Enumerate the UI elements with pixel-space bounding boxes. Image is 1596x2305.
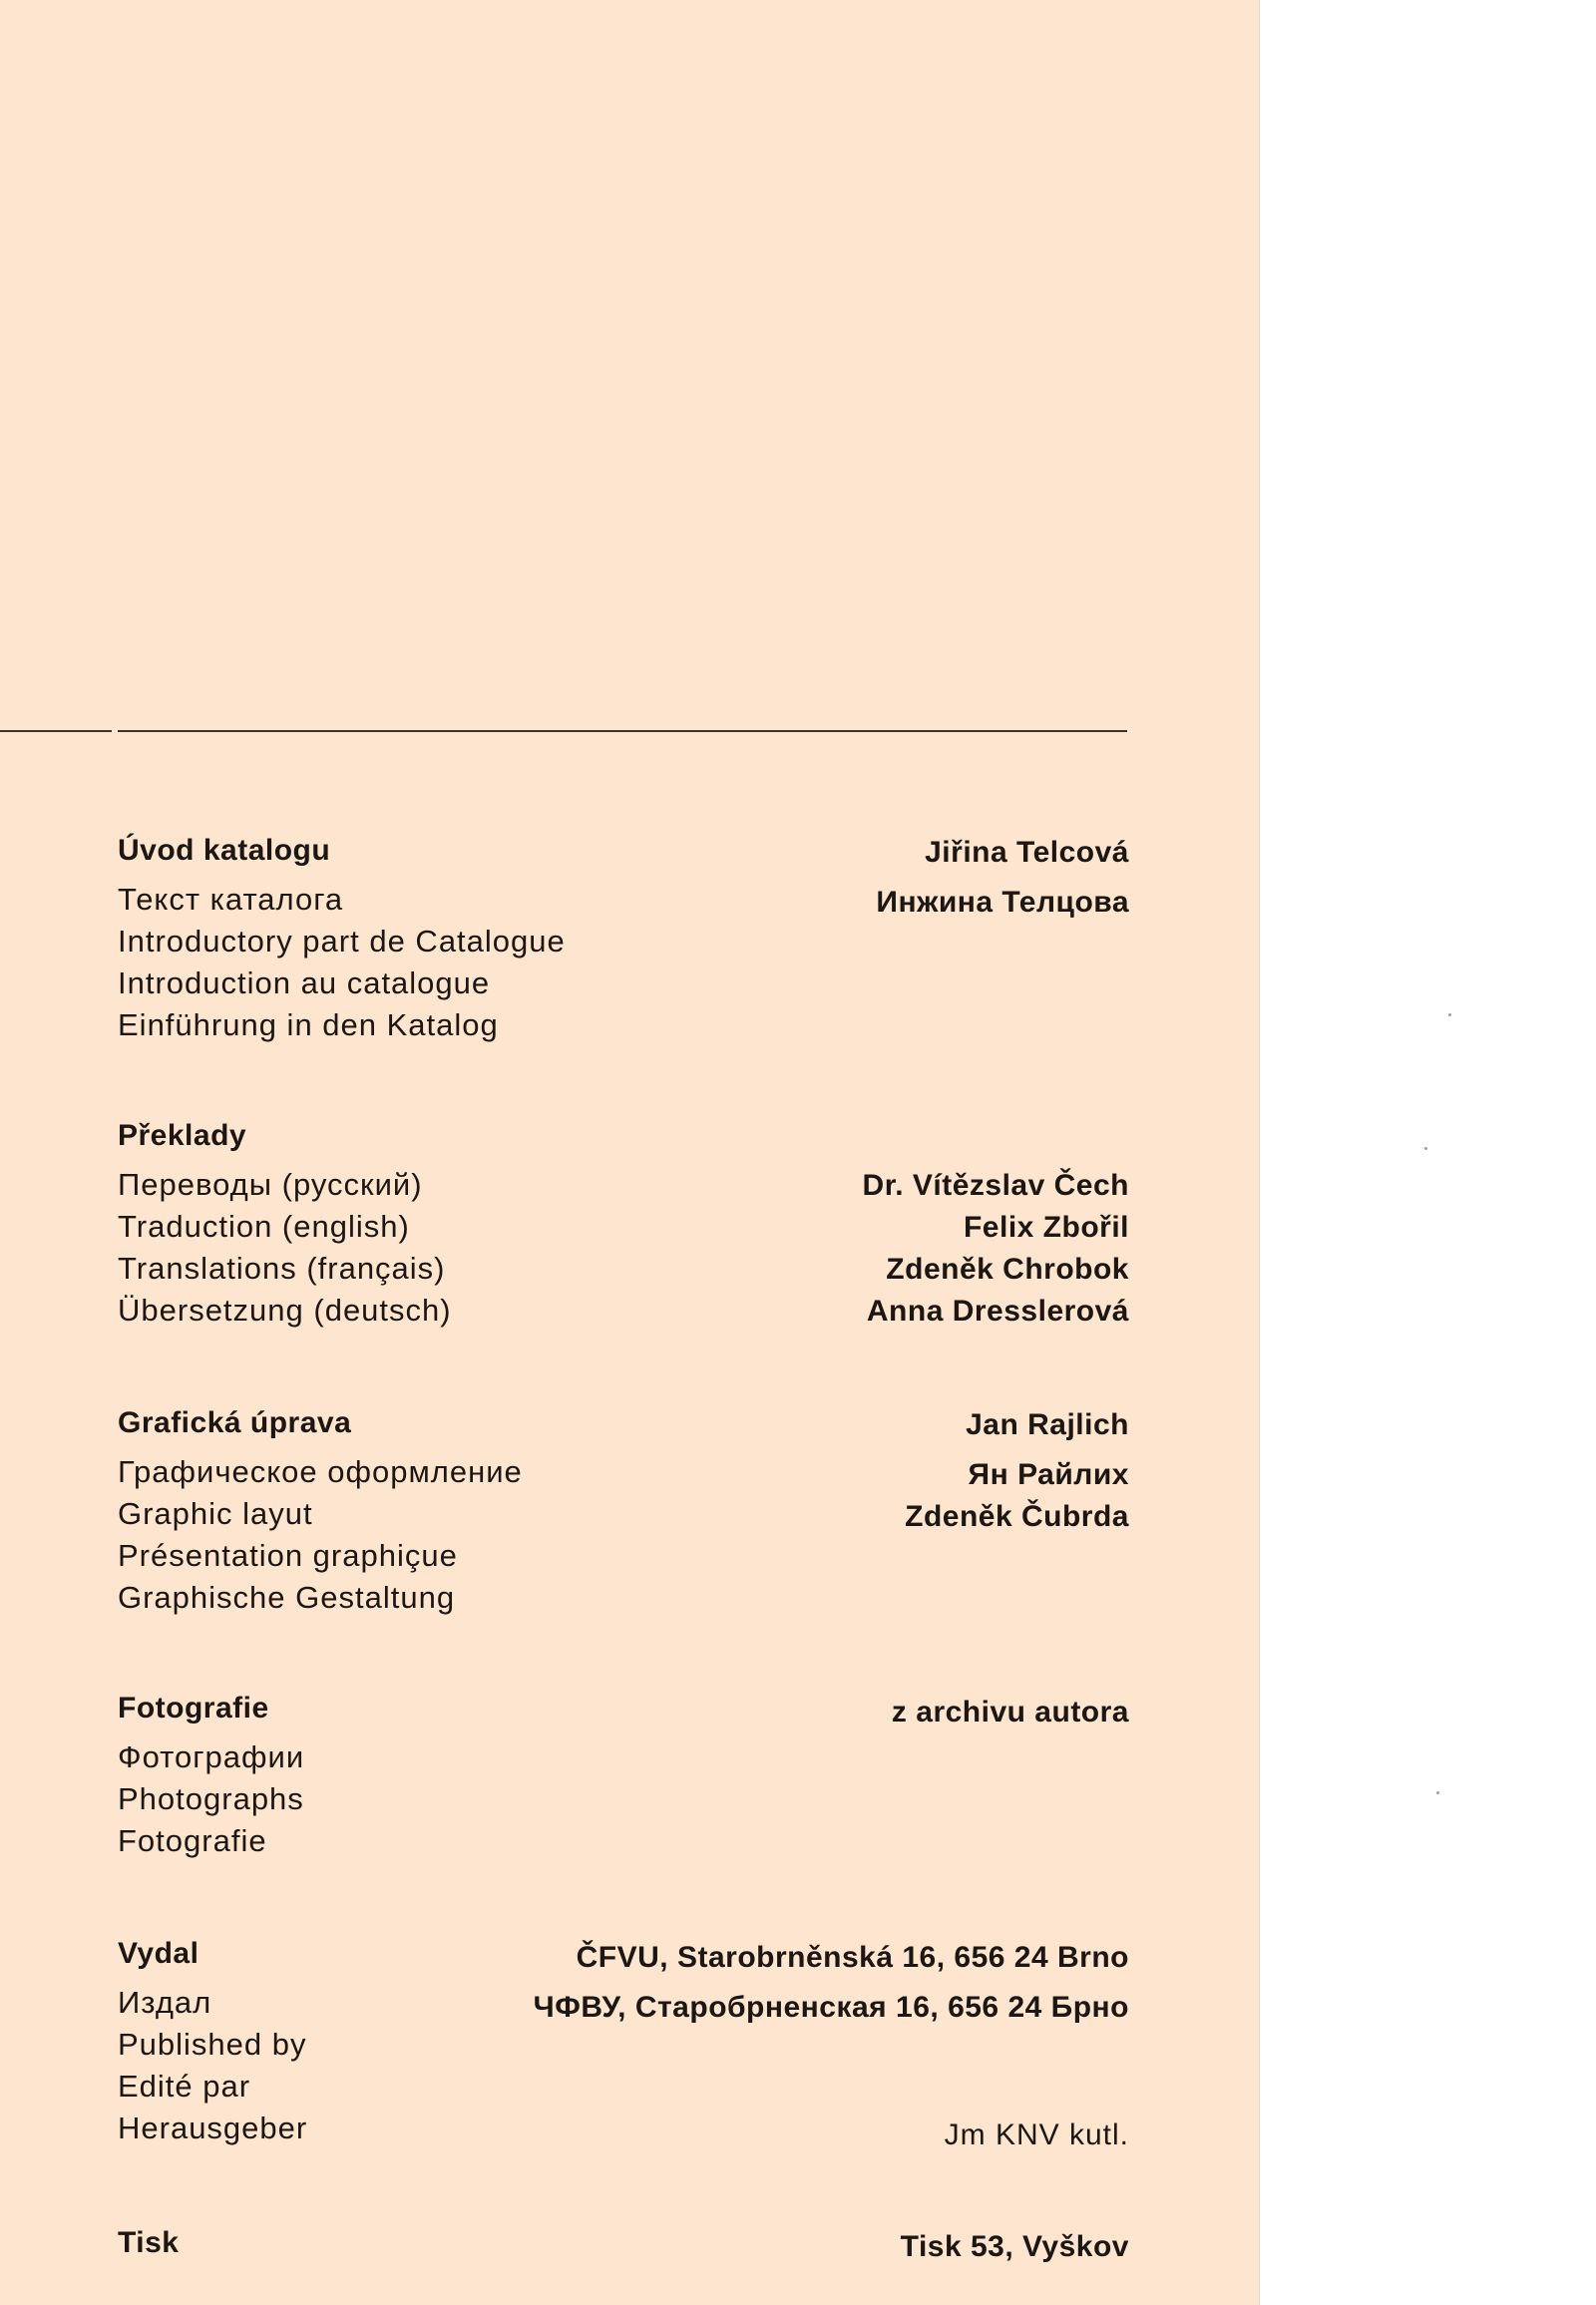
- publisher-ru: ЧФВУ, Старобрненская 16, 656 24 Брно: [533, 1991, 1129, 2024]
- uvod-line-de: Einführung in den Katalog: [118, 1007, 499, 1042]
- translator-ru: Dr. Vítězslav Čech: [862, 1169, 1129, 1202]
- section-heading-vydal: Vydal: [118, 1937, 200, 1970]
- vydal-line-ru: Издал: [118, 1985, 212, 2020]
- section-heading-graficka: Grafická úprava: [118, 1406, 352, 1439]
- uvod-author: Jiřina Telcová: [925, 836, 1129, 869]
- translator-de: Anna Dresslerová: [866, 1295, 1129, 1328]
- preklady-line-de: Übersetzung (deutsch): [118, 1293, 452, 1328]
- translator-en: Felix Zbořil: [963, 1211, 1129, 1244]
- graficka-line-de: Graphische Gestaltung: [118, 1580, 456, 1615]
- uvod-line-fr: Introduction au catalogue: [118, 965, 491, 1000]
- preklady-line-fr: Translations (français): [118, 1251, 446, 1286]
- preklady-line-en: Traduction (english): [118, 1209, 410, 1244]
- designer-ru: Ян Райлих: [968, 1458, 1129, 1491]
- uvod-line-ru: Текст каталога: [118, 882, 344, 917]
- vydal-line-de: Herausgeber: [118, 2111, 308, 2145]
- graficka-line-en: Graphic layut: [118, 1496, 313, 1531]
- section-heading-tisk: Tisk: [118, 2226, 180, 2259]
- preklady-line-ru: Переводы (русский): [118, 1167, 423, 1202]
- vydal-line-en: Published by: [118, 2027, 307, 2062]
- translator-fr: Zdeněk Chrobok: [886, 1253, 1129, 1286]
- divider-rule-left: [0, 730, 112, 732]
- section-heading-preklady: Překlady: [118, 1119, 247, 1152]
- vydal-line-fr: Edité par: [118, 2069, 251, 2104]
- paper-speck: [1424, 1147, 1427, 1150]
- fotografie-line-ru: Фотографии: [118, 1739, 305, 1774]
- divider-rule: [118, 730, 1127, 732]
- paper-speck: [1436, 1791, 1439, 1794]
- publisher-note: Jm KNV kutl.: [944, 2118, 1129, 2151]
- section-heading-uvod: Úvod katalogu: [118, 834, 331, 867]
- graficka-line-fr: Présentation graphiçue: [118, 1538, 458, 1573]
- uvod-line-en: Introductory part de Catalogue: [118, 924, 566, 959]
- fotografie-line-en: Photographs: [118, 1781, 304, 1816]
- printer: Tisk 53, Vyškov: [900, 2230, 1129, 2263]
- photo-source: z archivu autora: [891, 1696, 1129, 1729]
- graficka-line-ru: Графическое оформление: [118, 1454, 523, 1489]
- fotografie-line-de: Fotografie: [118, 1823, 267, 1858]
- uvod-author-ru: Инжина Телцова: [876, 886, 1129, 919]
- section-heading-fotografie: Fotografie: [118, 1692, 269, 1725]
- designer-second: Zdeněk Čubrda: [905, 1500, 1129, 1533]
- publisher: ČFVU, Starobrněnská 16, 656 24 Brno: [576, 1941, 1129, 1974]
- paper-speck: [1448, 1013, 1451, 1016]
- designer: Jan Rajlich: [966, 1408, 1129, 1441]
